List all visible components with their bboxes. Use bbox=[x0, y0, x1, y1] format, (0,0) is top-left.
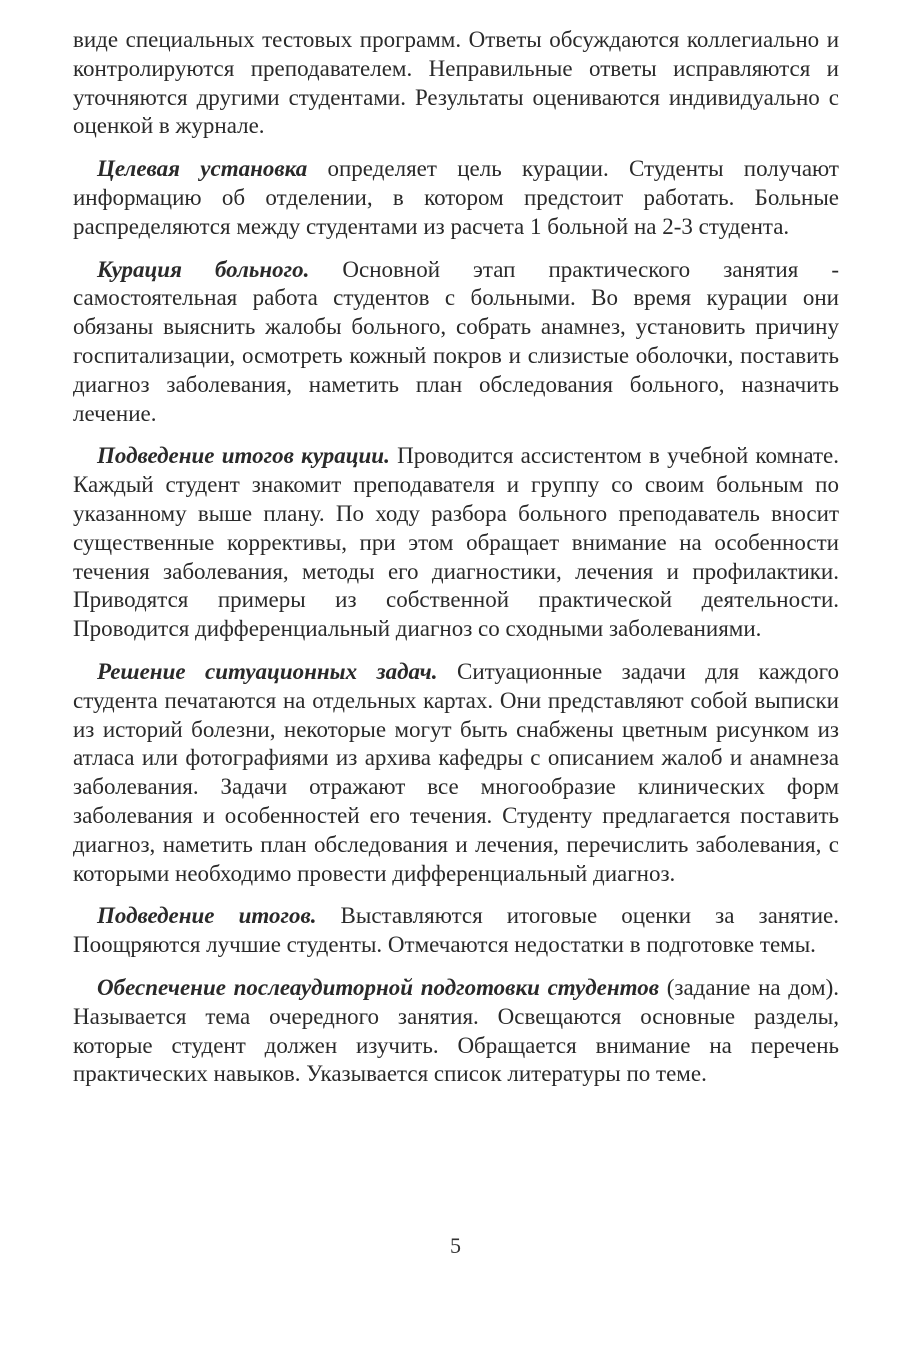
paragraph-lead: Курация больного. bbox=[97, 256, 310, 282]
paragraph-patient-curation bbox=[73, 256, 839, 429]
paragraph-text: Основной этап практического занятия - самостоятельная работа студентов с больными. Во время курации они обязаны выяснить жалобы больного, собрать анамнез, установить причину госпитализации, осмотреть кожный покров и слизистые оболочки, поставить диагноз заболевания, наметить план обследования больного, назначить лечение. bbox=[73, 256, 839, 426]
paragraph-text: определяет цель курации. Студенты получают информацию об отделении, в котором предстоит работать. Больные распределяются между студентами из расчета 1 больной на 2-3 студента. bbox=[73, 156, 839, 239]
page-body bbox=[73, 26, 839, 1103]
paragraph-homework bbox=[73, 974, 839, 1089]
paragraph-summary bbox=[73, 902, 839, 960]
paragraph-situational-tasks bbox=[73, 658, 839, 888]
paragraph-text: Ситуационные задачи для каждого студента печатаются на отдельных картах. Они представляют собой выписки из историй болезни, некоторые могут быть снабжены цветным рисунком из атласа или фотографиями из архива кафедры с описанием жалоб и анамнеза заболевания. Задачи отражают все многообразие клинических форм заболевания и особенностей его течения. Студенту предлагается поставить диагноз, наметить план обследования и лечения, перечислить заболевания, с которыми необходимо провести дифференциальный диагноз. bbox=[73, 658, 839, 886]
paragraph-lead: Целевая установка bbox=[97, 156, 308, 182]
paragraph-target-setting bbox=[73, 155, 839, 241]
paragraph-text: Выставляются итоговые оценки за занятие. Поощряются лучшие студенты. Отмечаются недостатки в подготовке темы. bbox=[73, 903, 839, 958]
paragraph-text: виде специальных тестовых программ. Ответы обсуждаются коллегиально и контролируются преподавателем. Неправильные ответы исправляются и уточняются другими студентами. Результаты оцениваются индивидуально с оценкой в журнале. bbox=[73, 27, 839, 139]
paragraph-lead: Подведение итогов. bbox=[97, 903, 317, 929]
paragraph-curation-summary bbox=[73, 442, 839, 644]
paragraph-lead: Решение ситуационных задач. bbox=[97, 658, 438, 684]
paragraph-test-programs bbox=[73, 26, 839, 141]
page-number: 5 bbox=[450, 1233, 461, 1258]
paragraph-lead: Подведение итогов курации. bbox=[97, 443, 390, 469]
paragraph-lead: Обеспечение послеаудиторной подготовки студентов bbox=[97, 974, 660, 1000]
paragraph-text: Проводится ассистентом в учебной комнате. Каждый студент знакомит преподавателя и группу со своим больным по указанному выше плану. По ходу разбора больного преподаватель вносит существенные коррективы, при этом обращает внимание на особенности течения заболевания, методы его диагностики, лечения и профилактики. Приводятся примеры из собственной практической деятельности. Проводится дифференциальный диагноз со сходными заболеваниями. bbox=[73, 443, 839, 642]
paragraph-text: (задание на дом). Называется тема очередного занятия. Освещаются основные разделы, которые студент должен изучить. Обращается внимание на перечень практических навыков. Указывается список литературы по теме. bbox=[73, 974, 839, 1087]
